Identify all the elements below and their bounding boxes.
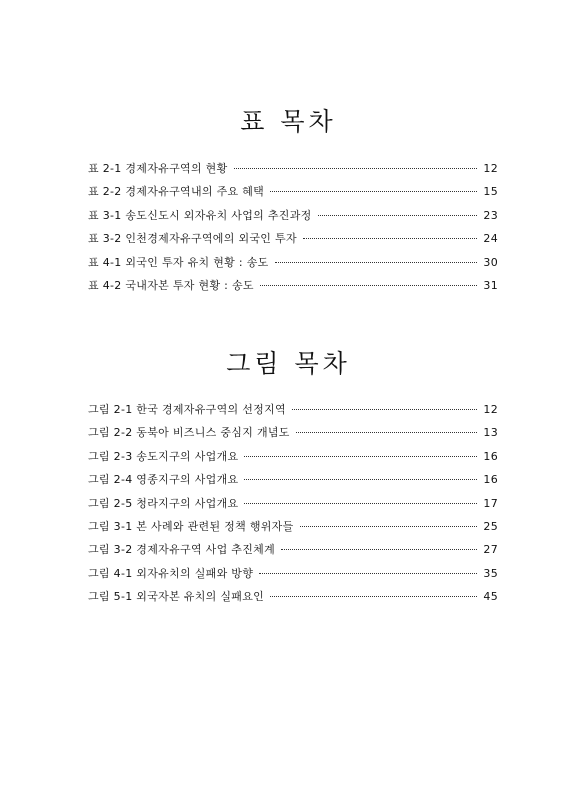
toc-entry[interactable] xyxy=(88,424,498,447)
dot-leader xyxy=(281,549,477,550)
figures-toc-heading: 그림 목차 xyxy=(226,349,351,378)
entry-label: 그림 2-3 송도지구의 사업개요 xyxy=(88,449,239,463)
dot-leader xyxy=(260,285,478,286)
dot-leader xyxy=(270,191,477,192)
entry-label: 그림 2-1 한국 경제자유구역의 선정지역 xyxy=(88,403,286,416)
dot-leader xyxy=(300,526,478,527)
entry-label: 표 2-1 경제자유구역의 현황 xyxy=(88,162,228,175)
dot-leader xyxy=(296,432,478,433)
toc-entry[interactable] xyxy=(88,471,498,494)
tables-toc-heading: 표 목차 xyxy=(240,107,337,136)
toc-entry[interactable] xyxy=(88,160,498,183)
toc-entry[interactable] xyxy=(88,183,498,206)
dot-leader xyxy=(303,238,478,239)
figures-toc-list xyxy=(88,401,498,612)
tables-toc-list xyxy=(88,160,498,300)
toc-entry[interactable] xyxy=(88,541,498,564)
entry-label: 표 4-1 외국인 투자 유치 현황 : 송도 xyxy=(88,255,269,269)
entry-label: 그림 3-1 본 사례와 관련된 정책 행위자들 xyxy=(88,519,294,533)
dot-leader xyxy=(234,168,478,169)
entry-label: 그림 5-1 외국자본 유치의 실패요인 xyxy=(88,590,265,604)
entry-page: 23 xyxy=(483,208,498,222)
entry-page: 12 xyxy=(483,403,498,416)
dot-leader xyxy=(270,596,477,597)
toc-entry[interactable] xyxy=(88,230,498,253)
entry-label: 표 3-2 인천경제자유구역에의 외국인 투자 xyxy=(88,232,297,246)
dot-leader xyxy=(275,262,478,263)
toc-entry[interactable] xyxy=(88,448,498,471)
entry-label: 그림 2-2 동북아 비즈니스 중심지 개념도 xyxy=(88,426,290,440)
entry-page: 30 xyxy=(483,255,498,269)
entry-label: 표 4-2 국내자본 투자 현황 : 송도 xyxy=(88,278,254,292)
toc-entry[interactable] xyxy=(88,277,498,300)
dot-leader xyxy=(244,503,477,504)
entry-page: 45 xyxy=(483,590,498,604)
entry-label: 그림 3-2 경제자유구역 사업 추진체계 xyxy=(88,543,276,557)
entry-page: 16 xyxy=(483,449,498,463)
toc-entry[interactable] xyxy=(88,254,498,277)
entry-page: 13 xyxy=(483,426,498,440)
dot-leader xyxy=(244,456,477,457)
dot-leader xyxy=(259,573,477,574)
toc-entry[interactable] xyxy=(88,588,498,611)
dot-leader xyxy=(292,409,477,410)
toc-entry[interactable] xyxy=(88,495,498,518)
entry-page: 27 xyxy=(483,543,498,557)
toc-entry[interactable] xyxy=(88,207,498,230)
dot-leader xyxy=(244,479,477,480)
entry-label: 그림 2-4 영종지구의 사업개요 xyxy=(88,473,239,487)
entry-label: 표 3-1 송도신도시 외자유치 사업의 추진과정 xyxy=(88,208,312,222)
entry-page: 31 xyxy=(483,278,498,292)
entry-page: 12 xyxy=(483,162,498,175)
entry-label: 그림 4-1 외자유치의 실패와 방향 xyxy=(88,566,254,580)
entry-page: 15 xyxy=(483,185,498,199)
entry-page: 16 xyxy=(483,473,498,487)
entry-label: 그림 2-5 청라지구의 사업개요 xyxy=(88,496,239,510)
toc-entry[interactable] xyxy=(88,401,498,424)
entry-page: 35 xyxy=(483,566,498,580)
entry-page: 17 xyxy=(483,496,498,510)
toc-entry[interactable] xyxy=(88,518,498,541)
entry-page: 25 xyxy=(483,519,498,533)
entry-label: 표 2-2 경제자유구역내의 주요 혜택 xyxy=(88,185,265,199)
toc-entry[interactable] xyxy=(88,565,498,588)
entry-page: 24 xyxy=(483,232,498,246)
dot-leader xyxy=(318,215,478,216)
